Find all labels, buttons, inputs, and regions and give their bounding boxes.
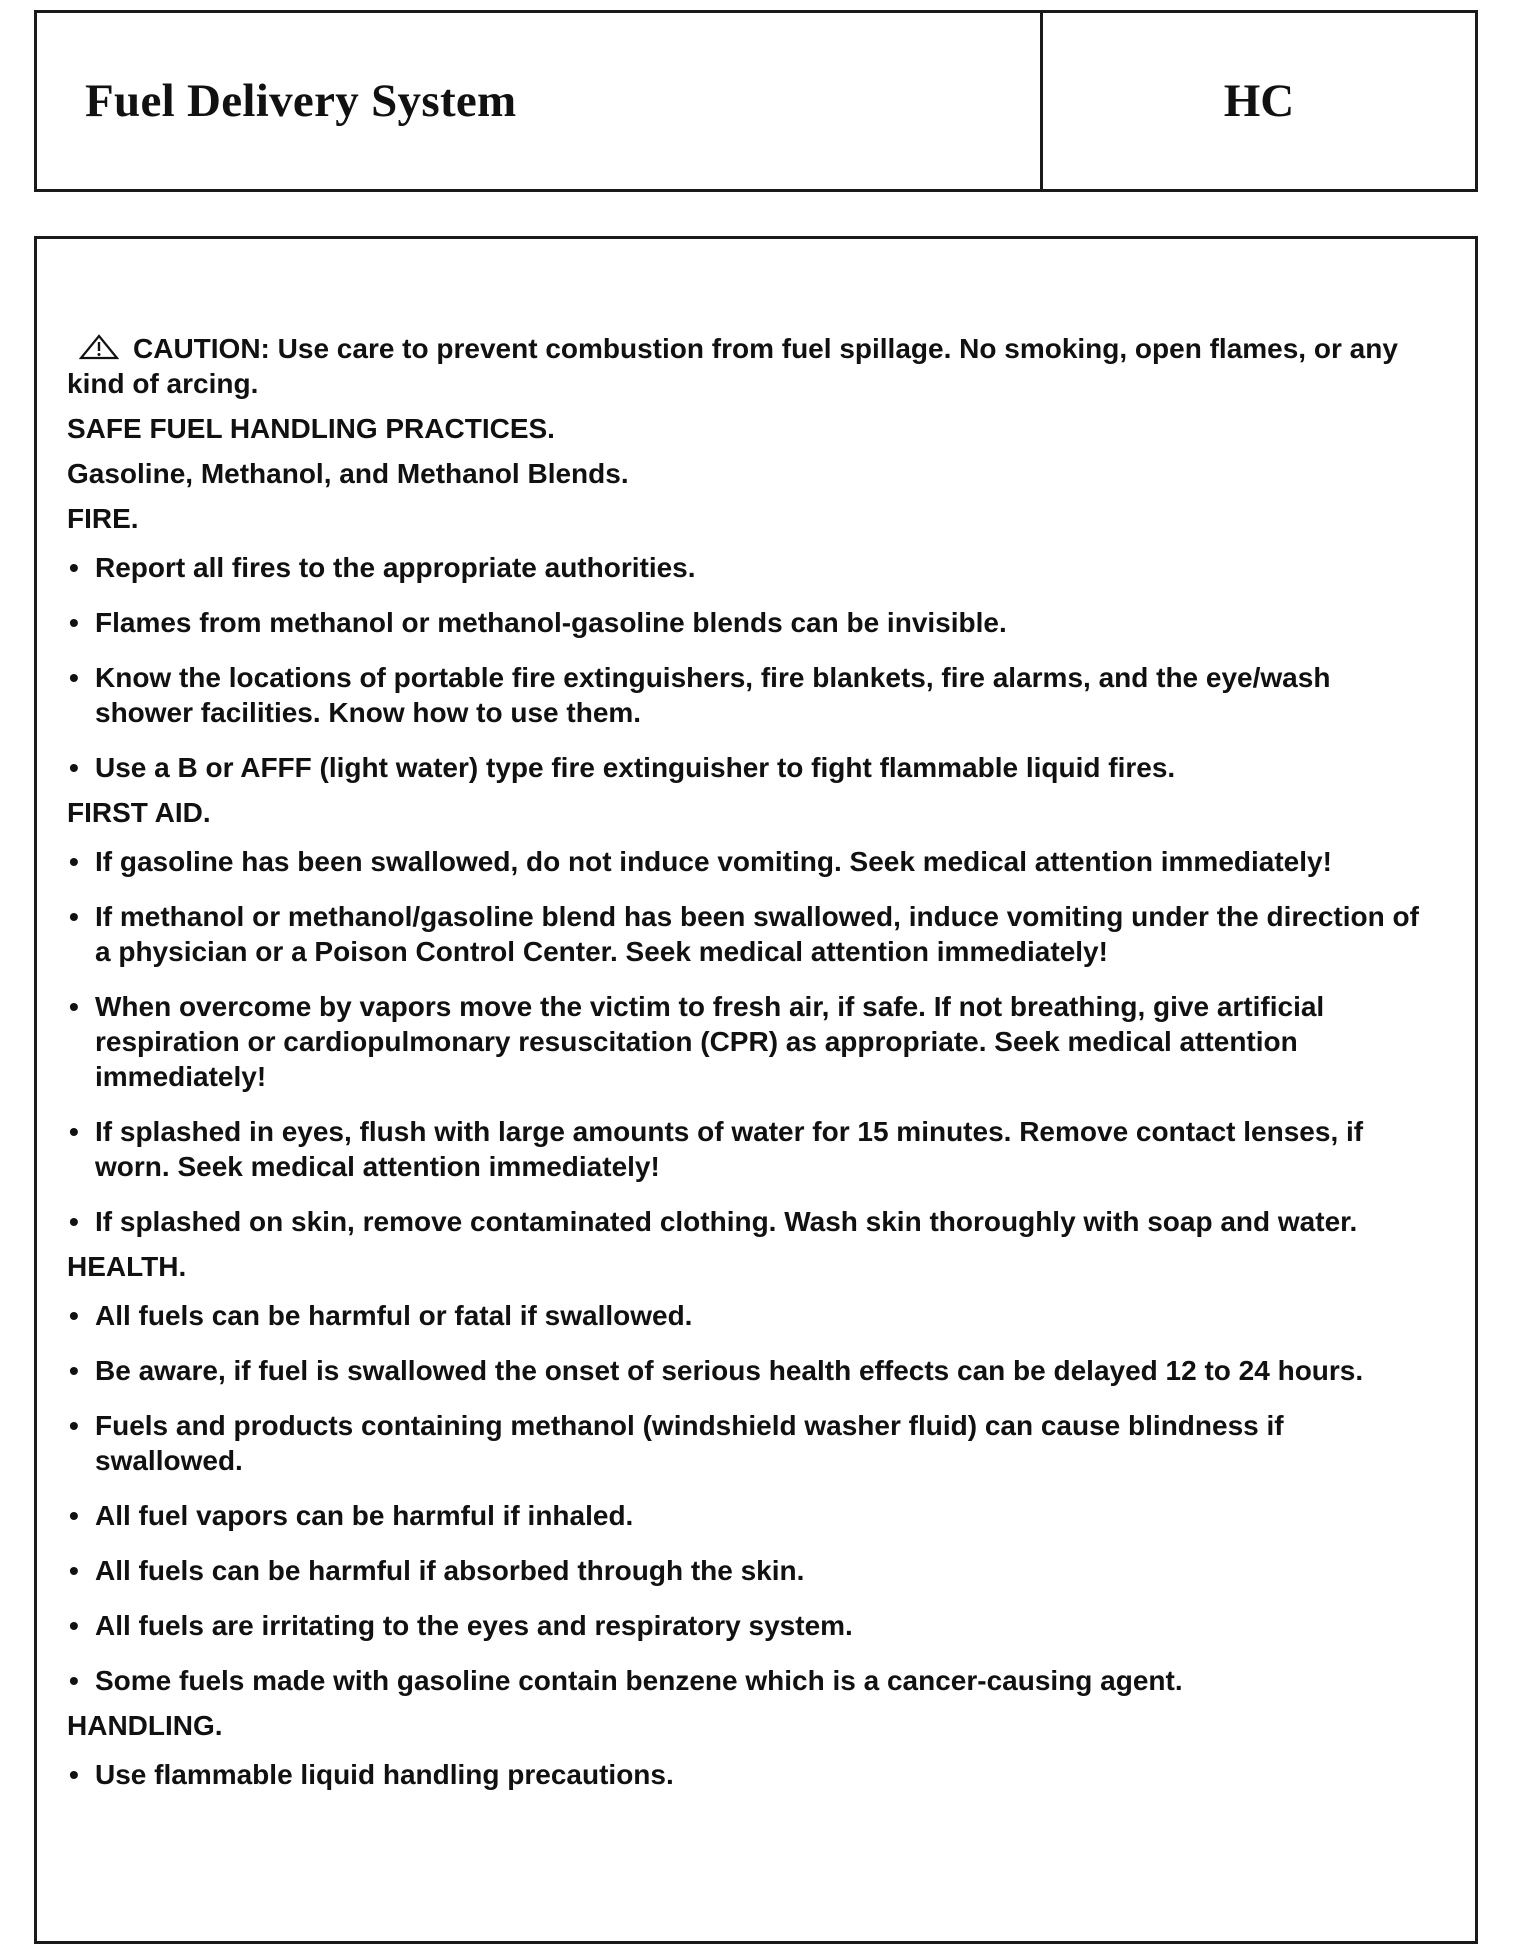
section-heading-health: HEALTH. xyxy=(67,1251,187,1282)
section-heading-fire: FIRE. xyxy=(67,503,139,534)
page-title: Fuel Delivery System xyxy=(37,13,1043,189)
list-item: • If methanol or methanol/gasoline blend has been swallowed, induce vomiting under the direction of a physician or a Poison Control Center. Seek medical attention immediately! xyxy=(67,899,1435,969)
list-item: • If splashed on skin, remove contaminated clothing. Wash skin thoroughly with soap and water. xyxy=(67,1204,1435,1239)
list-item: • Use flammable liquid handling precautions. xyxy=(67,1757,1435,1792)
fuels-heading: Gasoline, Methanol, and Methanol Blends. xyxy=(67,458,629,489)
list-item: • Fuels and products containing methanol (windshield washer fluid) can cause blindness if swallowed. xyxy=(67,1408,1435,1478)
safety-content xyxy=(34,236,1478,1944)
list-item: • All fuels are irritating to the eyes and respiratory system. xyxy=(67,1608,1435,1643)
list-item: • Know the locations of portable fire extinguishers, fire blankets, fire alarms, and the eye/wash shower facilities. Know how to use them. xyxy=(67,660,1435,730)
list-item: • All fuel vapors can be harmful if inhaled. xyxy=(67,1498,1435,1533)
page-header xyxy=(34,10,1478,192)
list-item: • When overcome by vapors move the victim to fresh air, if safe. If not breathing, give artificial respiration or cardiopulmonary resuscitation (CPR) as appropriate. Seek medical attention immediately! xyxy=(67,989,1435,1094)
section-code: HC xyxy=(1223,75,1295,127)
list-item: • Be aware, if fuel is swallowed the onset of serious health effects can be delayed 12 to 24 hours. xyxy=(67,1353,1435,1388)
list-item: • All fuels can be harmful if absorbed through the skin. xyxy=(67,1553,1435,1588)
list-item: • Report all fires to the appropriate authorities. xyxy=(67,550,1435,585)
list-item: • If splashed in eyes, flush with large amounts of water for 15 minutes. Remove contact lenses, if worn. Seek medical attention immediately! xyxy=(67,1114,1435,1184)
list-item: • All fuels can be harmful or fatal if swallowed. xyxy=(67,1298,1435,1333)
main-heading: SAFE FUEL HANDLING PRACTICES. xyxy=(67,413,555,444)
warning-triangle-icon xyxy=(79,334,119,360)
section-heading-handling: HANDLING. xyxy=(67,1710,223,1741)
list-item: • Use a B or AFFF (light water) type fire extinguisher to fight flammable liquid fires. xyxy=(67,750,1435,785)
list-item: • If gasoline has been swallowed, do not induce vomiting. Seek medical attention immediately! xyxy=(67,844,1435,879)
list-item: • Some fuels made with gasoline contain benzene which is a cancer-causing agent. xyxy=(67,1663,1435,1698)
list-item: • Flames from methanol or methanol-gasoline blends can be invisible. xyxy=(67,605,1435,640)
caution-text: CAUTION: Use care to prevent combustion from fuel spillage. No smoking, open flames, or any kind of arcing. xyxy=(67,333,1398,399)
caution-note xyxy=(67,331,1435,401)
section-heading-first-aid: FIRST AID. xyxy=(67,797,211,828)
